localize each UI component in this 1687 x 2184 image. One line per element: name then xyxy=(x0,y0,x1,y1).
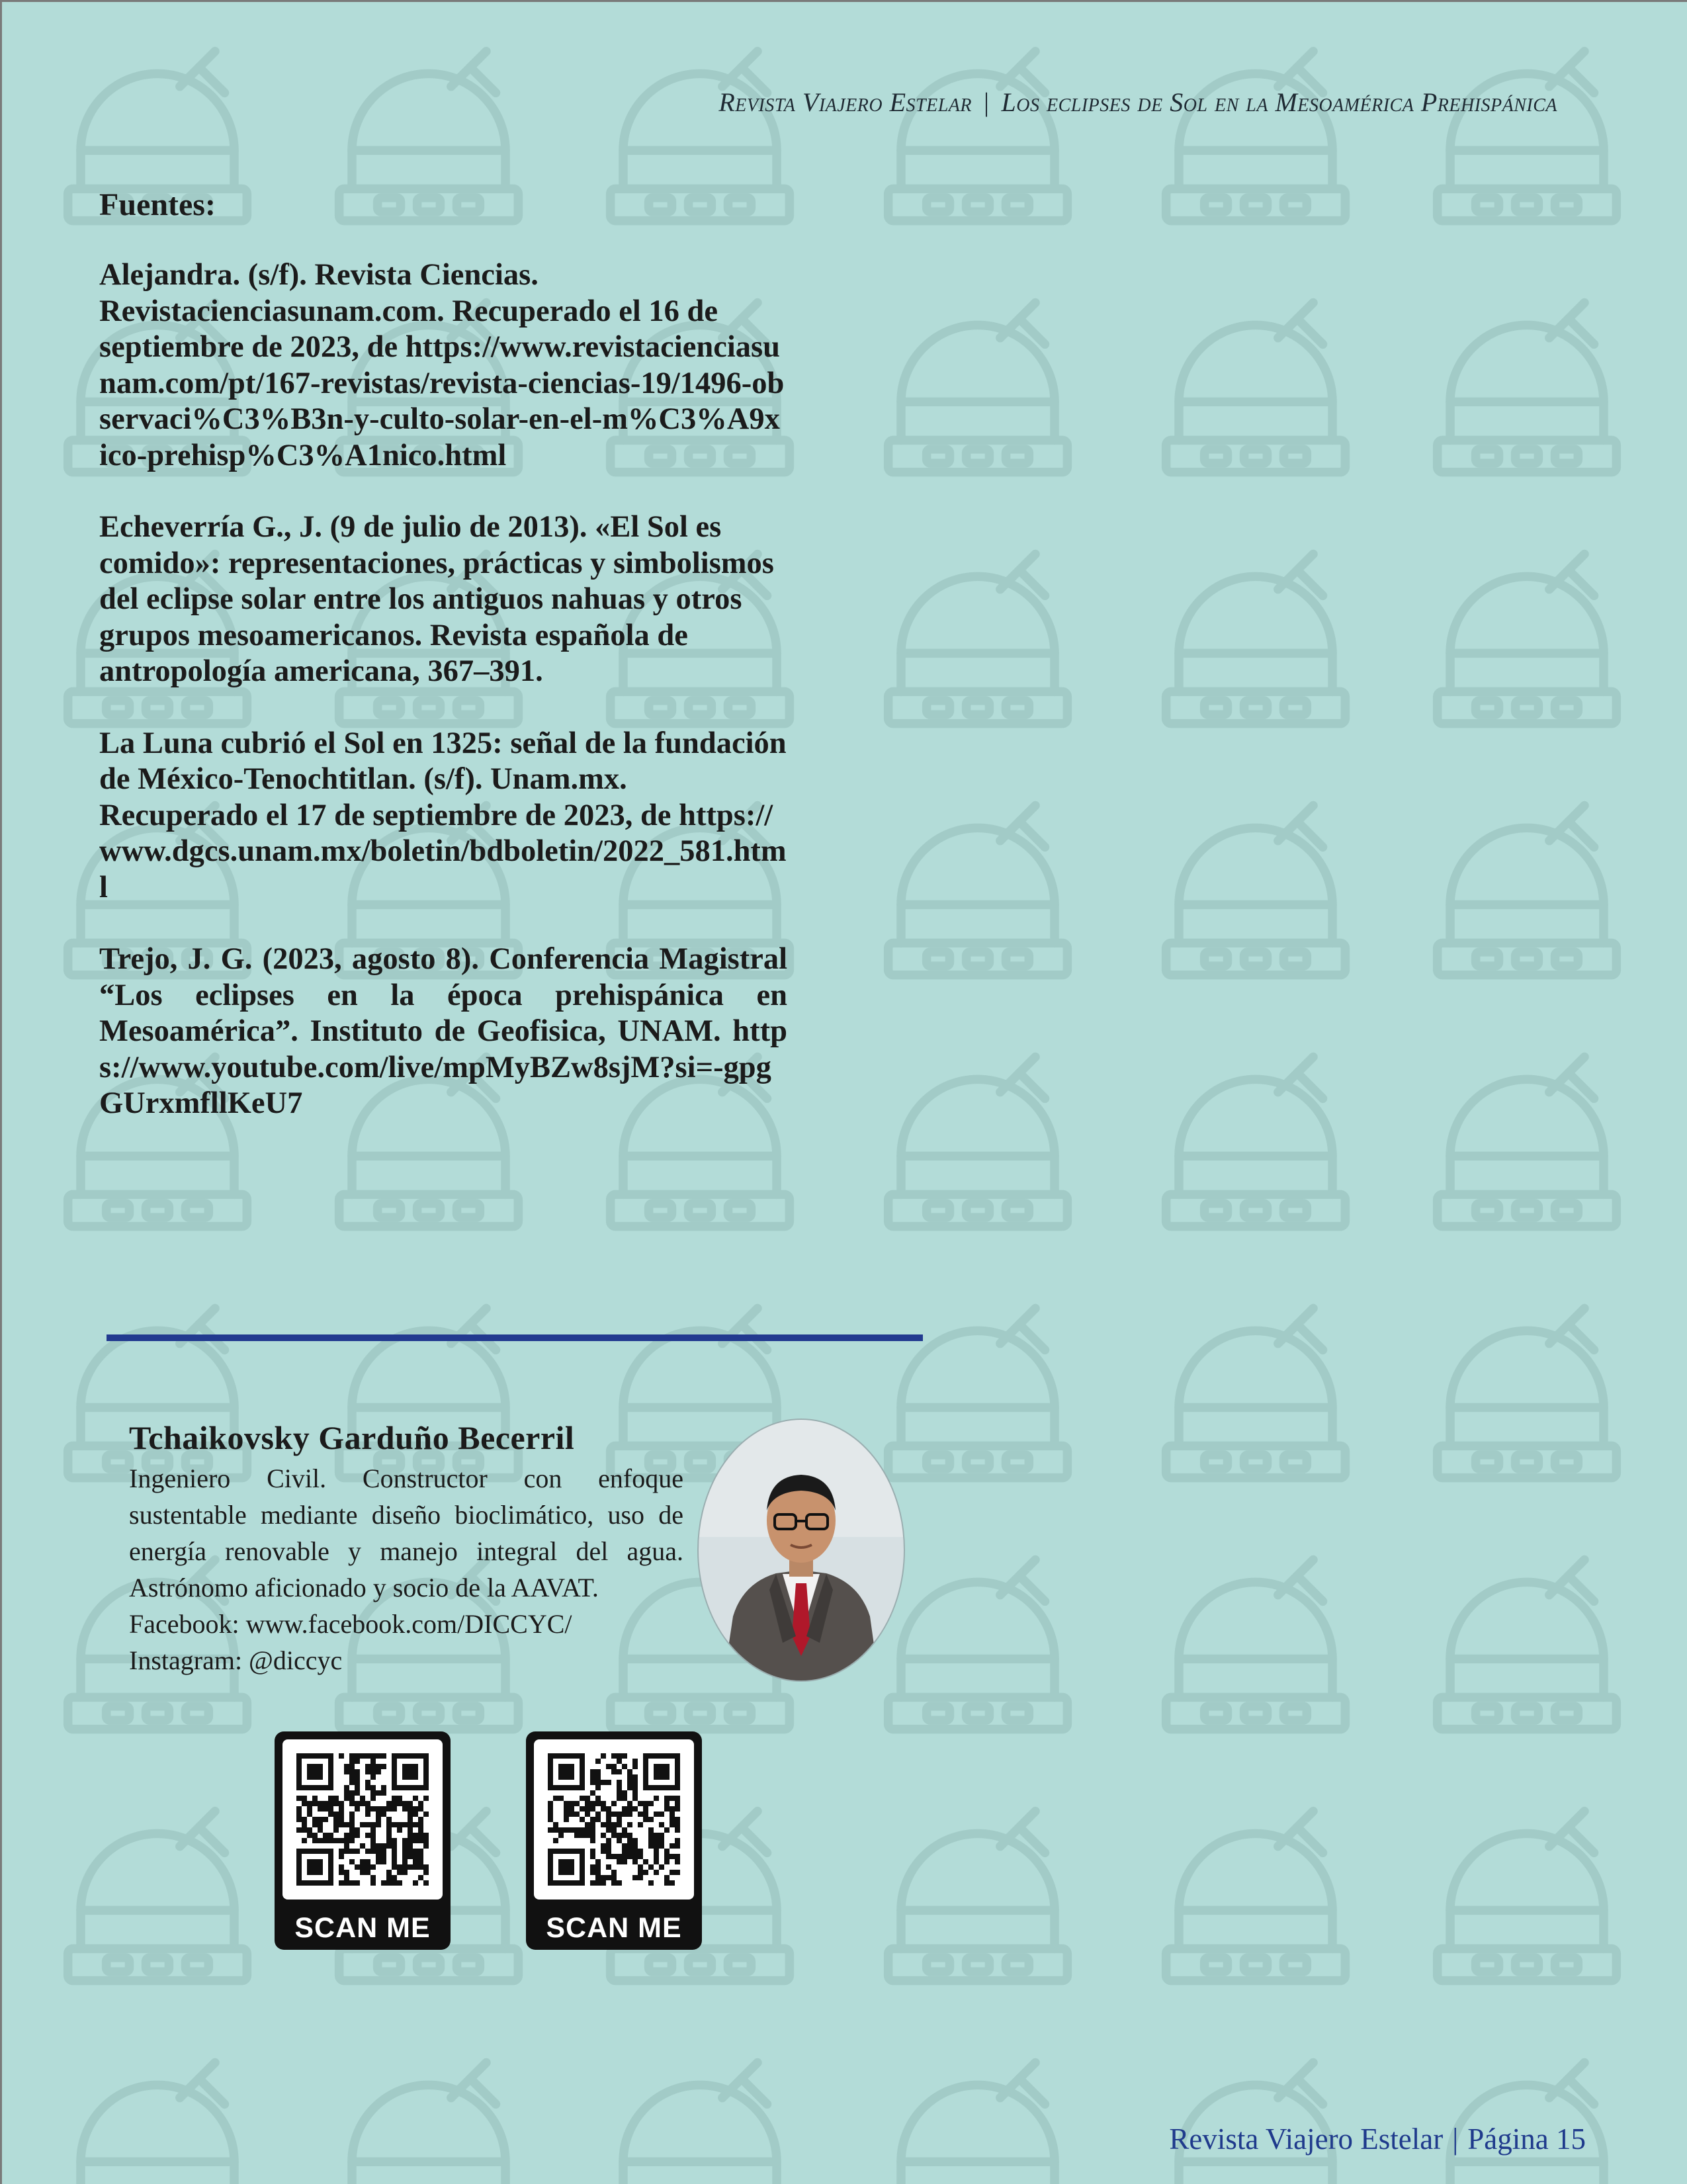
reference-link[interactable]: https://www.dgcs.unam.mx/boletin/bdboletin/2022_581.html xyxy=(99,798,787,904)
observatory-icon xyxy=(888,806,1068,975)
observatory-icon xyxy=(888,2063,1068,2184)
reference-text: Trejo, J. G. (2023, agosto 8). Conferencia Magistral “Los eclipses en la época prehispánica en Mesoamérica”. Instituto de Geofisica, UNAM. xyxy=(99,942,787,1048)
observatory-icon xyxy=(1166,1309,1346,1478)
observatory-icon xyxy=(1438,1057,1617,1227)
header-magazine-name: Revista Viajero Estelar xyxy=(718,87,972,117)
observatory-icon xyxy=(1166,1812,1346,1981)
observatory-icon xyxy=(888,554,1068,724)
observatory-icon xyxy=(1438,806,1617,975)
observatory-icon xyxy=(1438,1309,1617,1478)
reference-item xyxy=(99,257,787,474)
observatory-icon xyxy=(888,1057,1068,1227)
observatory-icon xyxy=(1166,52,1346,221)
observatory-icon xyxy=(68,1812,247,1981)
author-photo xyxy=(697,1418,906,1682)
footer-separator: | xyxy=(1452,2122,1459,2156)
author-bio: Ingeniero Civil. Constructor con enfoque sustentable mediante diseño bioclimático, uso de energía renovable y manejo integral del agua. Astrónomo aficionado y socio de la AAVAT. xyxy=(129,1463,683,1602)
header-article-title: Los eclipses de Sol en la Mesoamérica Prehispánica xyxy=(1001,87,1557,117)
reference-text: La Luna cubrió el Sol en 1325: señal de la fundación de México-Tenochtitlan. (s/f). Unam.mx. Recuperado el 17 de septiembre de 2023, de xyxy=(99,726,787,832)
running-header xyxy=(718,87,1557,118)
observatory-icon xyxy=(1166,1057,1346,1227)
observatory-icon xyxy=(888,1812,1068,1981)
observatory-icon xyxy=(1438,1560,1617,1729)
observatory-icon xyxy=(1166,554,1346,724)
reference-item xyxy=(99,941,787,1122)
section-divider xyxy=(107,1334,923,1341)
qr-code-image xyxy=(534,1739,694,1900)
observatory-icon xyxy=(1438,52,1617,221)
reference-text: Echeverría G., J. (9 de julio de 2013). «El Sol es comido»: representaciones, prácticas y simbolismos del eclipse solar entre los antiguos nahuas y otros grupos mesoamericanos. Revista española de antropología americana, 367–391. xyxy=(99,510,774,688)
page-footer xyxy=(1169,2122,1586,2156)
observatory-icon xyxy=(888,303,1068,472)
qr-pattern xyxy=(282,1739,443,1900)
page-number: Página 15 xyxy=(1467,2122,1586,2156)
qr-code-image xyxy=(282,1739,443,1900)
qr-pattern xyxy=(534,1739,694,1900)
qr-code-facebook[interactable] xyxy=(275,1731,451,1950)
observatory-icon xyxy=(68,2063,247,2184)
observatory-icon xyxy=(1438,1812,1617,1981)
footer-magazine-name: Revista Viajero Estelar xyxy=(1169,2122,1444,2156)
observatory-icon xyxy=(1166,806,1346,975)
observatory-icon xyxy=(1166,303,1346,472)
reference-item xyxy=(99,726,787,906)
author-bio-block xyxy=(129,1418,683,1679)
reference-link[interactable]: https://www.youtube.com/live/mpMyBZw8sjM?si=-gpgGUrxmfllKeU7 xyxy=(99,1014,787,1120)
observatory-icon xyxy=(1438,303,1617,472)
observatory-icon xyxy=(888,52,1068,221)
author-facebook[interactable]: Facebook: www.facebook.com/DICCYC/ xyxy=(129,1609,572,1639)
observatory-icon xyxy=(888,1560,1068,1729)
sources-heading: Fuentes: xyxy=(99,187,216,222)
sources-section xyxy=(99,187,787,1158)
observatory-icon xyxy=(611,2063,790,2184)
reference-text: Alejandra. (s/f). Revista Ciencias. Revistacienciasunam.com. Recuperado el 16 de septiembre de 2023, de xyxy=(99,258,718,364)
reference-item xyxy=(99,509,787,690)
author-instagram[interactable]: Instagram: @diccyc xyxy=(129,1645,343,1675)
header-separator: | xyxy=(984,87,990,117)
author-name: Tchaikovsky Garduño Becerril xyxy=(129,1419,575,1456)
scan-me-label: SCAN ME xyxy=(546,1912,682,1944)
observatory-icon xyxy=(339,2063,519,2184)
observatory-icon xyxy=(1438,554,1617,724)
qr-code-instagram[interactable] xyxy=(526,1731,702,1950)
scan-me-label: SCAN ME xyxy=(294,1912,431,1944)
observatory-icon xyxy=(1166,1560,1346,1729)
observatory-icon xyxy=(888,1309,1068,1478)
reference-link[interactable]: https://www.revistacienciasunam.com/pt/167-revistas/revista-ciencias-19/1496-observaci%C3%B3n-y-culto-solar-en-el-m%C3%A9xico-prehisp%C3%A1nico.html xyxy=(99,330,785,472)
